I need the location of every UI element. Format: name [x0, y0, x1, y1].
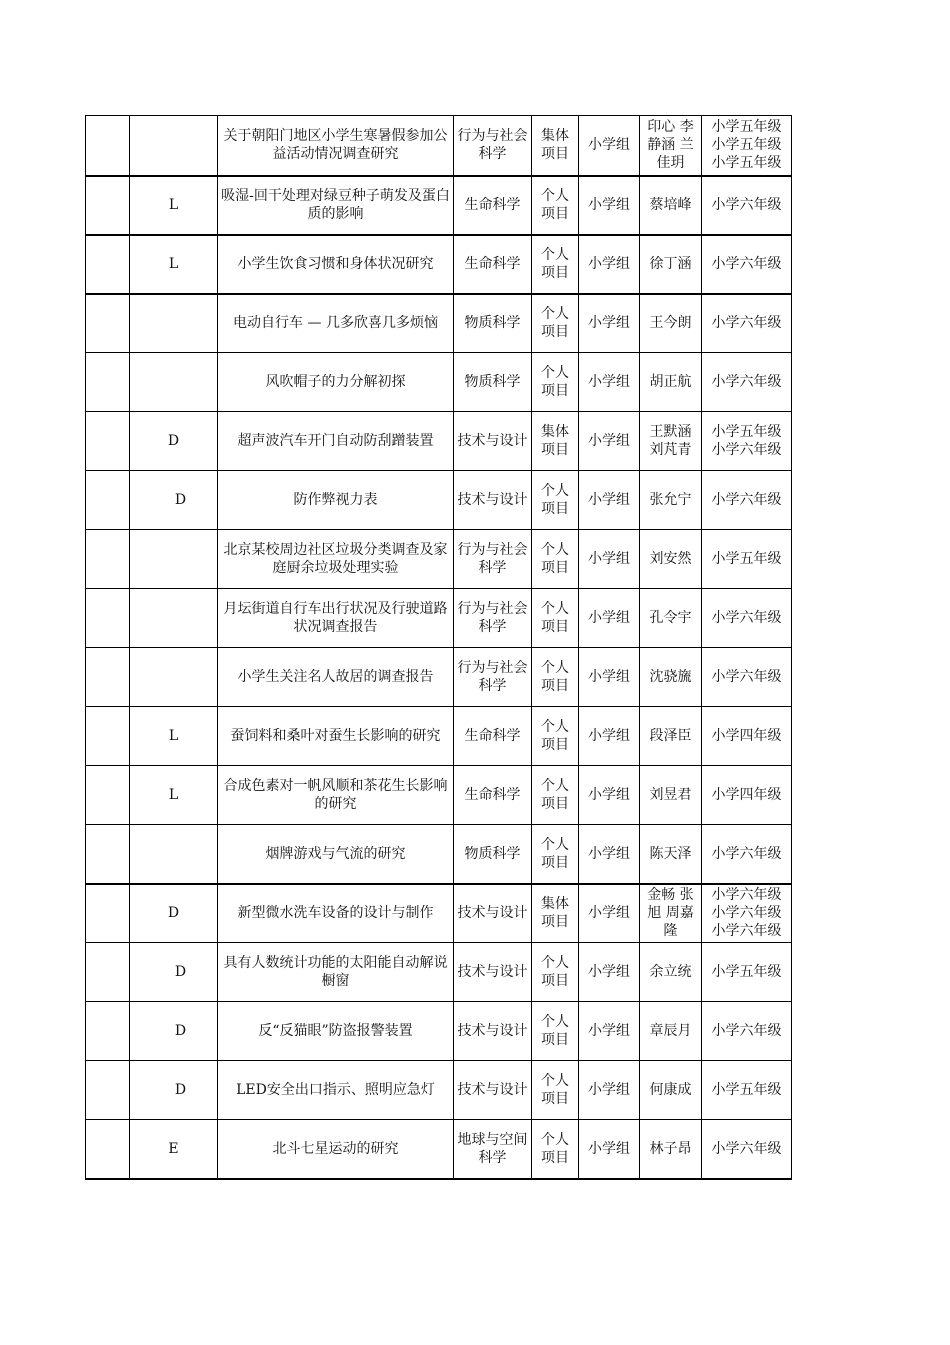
- table-row: [86, 353, 792, 412]
- row-index-cell: [86, 884, 130, 943]
- authors-cell: 孔令宇: [640, 589, 702, 648]
- table-row: [86, 176, 792, 235]
- mark-cell: L: [130, 766, 218, 825]
- grade-label: 小学四年级: [711, 787, 782, 803]
- table-row: [86, 589, 792, 648]
- grades-cell: [702, 116, 792, 176]
- type-cell: 个人项目: [532, 589, 579, 648]
- title-cell: 防作弊视力表: [218, 471, 454, 530]
- grade-label: 小学六年级: [711, 197, 782, 213]
- grade-label: 小学六年级: [711, 845, 782, 862]
- table-row: [86, 235, 792, 294]
- mark-cell: [130, 589, 218, 648]
- grades-cell: [702, 412, 792, 471]
- row-index-cell: [86, 294, 130, 353]
- field-cell: 生命科学: [454, 235, 532, 294]
- authors-cell: 蔡培峰: [640, 176, 702, 235]
- title-cell: LED安全出口指示、照明应急灯: [218, 1061, 454, 1120]
- field-cell: 行为与社会科学: [454, 648, 532, 707]
- type-cell: 个人项目: [532, 471, 579, 530]
- authors-cell: 何康成: [640, 1061, 702, 1120]
- grade-label: 小学六年级: [711, 887, 782, 904]
- row-index-cell: [86, 648, 130, 707]
- title-cell: 关于朝阳门地区小学生寒暑假参加公益活动情况调查研究: [218, 116, 454, 176]
- grades-cell: [702, 353, 792, 412]
- type-cell: 集体项目: [532, 116, 579, 176]
- authors-cell: 王今朗: [640, 294, 702, 353]
- type-cell: 个人项目: [532, 707, 579, 766]
- mark-cell: L: [130, 176, 218, 235]
- authors-cell: 印心 李静涵 兰佳玥: [640, 116, 702, 176]
- group-cell: 小学组: [579, 1061, 640, 1120]
- field-cell: 地球与空间科学: [454, 1120, 532, 1179]
- title-cell: 新型微水洗车设备的设计与制作: [218, 884, 454, 943]
- group-cell: 小学组: [579, 176, 640, 235]
- grade-label: 小学五年级: [711, 424, 782, 440]
- mark-cell: [130, 530, 218, 589]
- grades-cell: [702, 825, 792, 884]
- authors-cell: 金畅 张旭 周嘉隆: [640, 884, 702, 943]
- title-cell: 月坛街道自行车出行状况及行驶道路状况调查报告: [218, 589, 454, 648]
- type-cell: 个人项目: [532, 530, 579, 589]
- mark-cell: D: [130, 943, 218, 1002]
- type-cell: 个人项目: [532, 1120, 579, 1179]
- authors-cell: 王默涵 刘芃青: [640, 412, 702, 471]
- authors-cell: 胡正航: [640, 353, 702, 412]
- project-table-body: [86, 116, 792, 1179]
- field-cell: 技术与设计: [454, 884, 532, 943]
- row-index-cell: [86, 1120, 130, 1179]
- group-cell: 小学组: [579, 943, 640, 1002]
- table-row: [86, 1002, 792, 1061]
- grade-label: 小学五年级: [711, 137, 782, 154]
- row-index-cell: [86, 176, 130, 235]
- grade-label: 小学六年级: [711, 1023, 782, 1039]
- project-table: [85, 115, 792, 1180]
- grade-label: 小学六年级: [711, 442, 782, 458]
- row-index-cell: [86, 1002, 130, 1061]
- grades-cell: [702, 176, 792, 235]
- field-cell: 物质科学: [454, 294, 532, 353]
- grades-cell: [702, 235, 792, 294]
- table-row: [86, 943, 792, 1002]
- group-cell: 小学组: [579, 648, 640, 707]
- group-cell: 小学组: [579, 471, 640, 530]
- group-cell: 小学组: [579, 766, 640, 825]
- authors-cell: 刘安然: [640, 530, 702, 589]
- type-cell: 集体项目: [532, 884, 579, 943]
- group-cell: 小学组: [579, 294, 640, 353]
- authors-cell: 陈天泽: [640, 825, 702, 884]
- grades-cell: [702, 884, 792, 943]
- row-index-cell: [86, 471, 130, 530]
- type-cell: 个人项目: [532, 353, 579, 412]
- table-row: [86, 1120, 792, 1179]
- row-index-cell: [86, 116, 130, 176]
- grade-label: 小学六年级: [711, 315, 782, 332]
- title-cell: 具有人数统计功能的太阳能自动解说橱窗: [218, 943, 454, 1002]
- row-index-cell: [86, 589, 130, 648]
- row-index-cell: [86, 1061, 130, 1120]
- type-cell: 个人项目: [532, 235, 579, 294]
- authors-cell: 段泽臣: [640, 707, 702, 766]
- row-index-cell: [86, 235, 130, 294]
- type-cell: 个人项目: [532, 176, 579, 235]
- group-cell: 小学组: [579, 412, 640, 471]
- row-index-cell: [86, 766, 130, 825]
- grades-cell: [702, 648, 792, 707]
- title-cell: 吸湿-回干处理对绿豆种子萌发及蛋白质的影响: [218, 176, 454, 235]
- type-cell: 个人项目: [532, 294, 579, 353]
- title-cell: 北京某校周边社区垃圾分类调查及家庭厨余垃圾处理实验: [218, 530, 454, 589]
- title-cell: 北斗七星运动的研究: [218, 1120, 454, 1179]
- table-row: [86, 707, 792, 766]
- grades-cell: [702, 589, 792, 648]
- grades-cell: [702, 1002, 792, 1061]
- group-cell: 小学组: [579, 530, 640, 589]
- table-row: [86, 825, 792, 884]
- field-cell: 生命科学: [454, 707, 532, 766]
- field-cell: 生命科学: [454, 766, 532, 825]
- mark-cell: [130, 353, 218, 412]
- grade-label: 小学五年级: [711, 551, 782, 567]
- group-cell: 小学组: [579, 235, 640, 294]
- field-cell: 技术与设计: [454, 943, 532, 1002]
- field-cell: 行为与社会科学: [454, 589, 532, 648]
- field-cell: 生命科学: [454, 176, 532, 235]
- authors-cell: 章辰月: [640, 1002, 702, 1061]
- authors-cell: 张允宁: [640, 471, 702, 530]
- group-cell: 小学组: [579, 707, 640, 766]
- table-row: [86, 1061, 792, 1120]
- mark-cell: [130, 648, 218, 707]
- row-index-cell: [86, 943, 130, 1002]
- row-index-cell: [86, 353, 130, 412]
- type-cell: 个人项目: [532, 943, 579, 1002]
- table-row: [86, 294, 792, 353]
- field-cell: 行为与社会科学: [454, 116, 532, 176]
- field-cell: 技术与设计: [454, 412, 532, 471]
- grades-cell: [702, 943, 792, 1002]
- type-cell: 个人项目: [532, 1002, 579, 1061]
- group-cell: 小学组: [579, 825, 640, 884]
- authors-cell: 沈骁旒: [640, 648, 702, 707]
- title-cell: 合成色素对一帆风顺和茶花生长影响的研究: [218, 766, 454, 825]
- grades-cell: [702, 1061, 792, 1120]
- type-cell: 个人项目: [532, 825, 579, 884]
- grades-cell: [702, 530, 792, 589]
- grades-cell: [702, 294, 792, 353]
- authors-cell: 余立统: [640, 943, 702, 1002]
- grade-label: 小学六年级: [711, 923, 782, 940]
- table-row: [86, 471, 792, 530]
- grade-label: 小学六年级: [711, 1140, 782, 1157]
- title-cell: 电动自行车 — 几多欣喜几多烦恼: [218, 294, 454, 353]
- group-cell: 小学组: [579, 589, 640, 648]
- mark-cell: D: [130, 471, 218, 530]
- grade-label: 小学五年级: [711, 155, 782, 172]
- grades-cell: [702, 766, 792, 825]
- field-cell: 行为与社会科学: [454, 530, 532, 589]
- authors-cell: 林子昂: [640, 1120, 702, 1179]
- title-cell: 反“反猫眼”防盗报警装置: [218, 1002, 454, 1061]
- table-row: [86, 530, 792, 589]
- grade-label: 小学六年级: [711, 669, 782, 685]
- authors-cell: 刘昱君: [640, 766, 702, 825]
- table-row: [86, 884, 792, 943]
- grades-cell: [702, 707, 792, 766]
- table-row: [86, 766, 792, 825]
- mark-cell: E: [130, 1120, 218, 1179]
- field-cell: 物质科学: [454, 825, 532, 884]
- grade-label: 小学六年级: [711, 610, 782, 626]
- grades-cell: [702, 471, 792, 530]
- mark-cell: D: [130, 412, 218, 471]
- type-cell: 个人项目: [532, 1061, 579, 1120]
- grade-label: 小学五年级: [711, 964, 782, 980]
- mark-cell: D: [130, 884, 218, 943]
- table-row: [86, 648, 792, 707]
- grade-label: 小学五年级: [711, 119, 782, 136]
- type-cell: 个人项目: [532, 648, 579, 707]
- title-cell: 蚕饲料和桑叶对蚕生长影响的研究: [218, 707, 454, 766]
- grade-label: 小学四年级: [711, 728, 782, 744]
- authors-cell: 徐丁涵: [640, 235, 702, 294]
- grade-label: 小学六年级: [711, 374, 782, 390]
- field-cell: 技术与设计: [454, 1002, 532, 1061]
- grade-label: 小学六年级: [711, 256, 782, 272]
- table-row: [86, 412, 792, 471]
- group-cell: 小学组: [579, 1120, 640, 1179]
- title-cell: 烟牌游戏与气流的研究: [218, 825, 454, 884]
- field-cell: 技术与设计: [454, 1061, 532, 1120]
- title-cell: 小学生关注名人故居的调查报告: [218, 648, 454, 707]
- mark-cell: L: [130, 707, 218, 766]
- mark-cell: [130, 825, 218, 884]
- mark-cell: D: [130, 1061, 218, 1120]
- title-cell: 小学生饮食习惯和身体状况研究: [218, 235, 454, 294]
- title-cell: 超声波汽车开门自动防刮蹭装置: [218, 412, 454, 471]
- row-index-cell: [86, 825, 130, 884]
- group-cell: 小学组: [579, 116, 640, 176]
- field-cell: 物质科学: [454, 353, 532, 412]
- grade-label: 小学六年级: [711, 492, 782, 508]
- group-cell: 小学组: [579, 884, 640, 943]
- table-row: [86, 116, 792, 176]
- grade-label: 小学六年级: [711, 905, 782, 922]
- mark-cell: L: [130, 235, 218, 294]
- title-cell: 风吹帽子的力分解初探: [218, 353, 454, 412]
- type-cell: 集体项目: [532, 412, 579, 471]
- mark-cell: [130, 116, 218, 176]
- grade-label: 小学五年级: [711, 1082, 782, 1098]
- row-index-cell: [86, 530, 130, 589]
- group-cell: 小学组: [579, 353, 640, 412]
- type-cell: 个人项目: [532, 766, 579, 825]
- mark-cell: [130, 294, 218, 353]
- field-cell: 技术与设计: [454, 471, 532, 530]
- group-cell: 小学组: [579, 1002, 640, 1061]
- mark-cell: D: [130, 1002, 218, 1061]
- row-index-cell: [86, 412, 130, 471]
- grades-cell: [702, 1120, 792, 1179]
- row-index-cell: [86, 707, 130, 766]
